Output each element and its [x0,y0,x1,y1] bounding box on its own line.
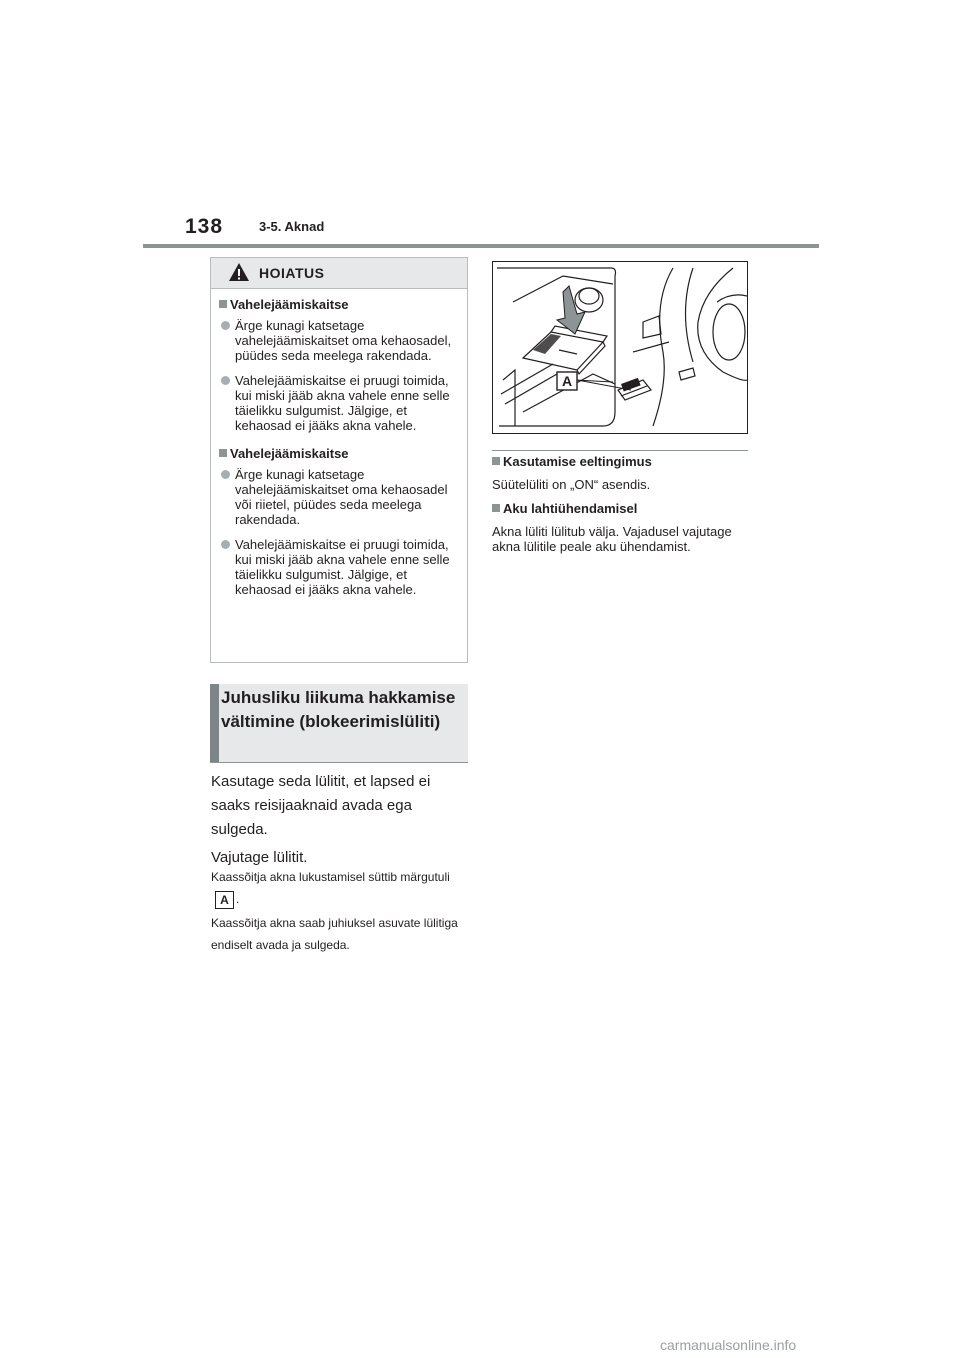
round-bullet-icon [221,376,230,385]
square-bullet-icon [492,504,500,512]
warning-group-heading: Vahelejäämiskaitse [219,446,459,461]
section-title: Juhusliku liikuma hakkamise vältimine (blokeerimislüliti) [221,688,456,731]
right-column [492,454,748,563]
round-bullet-icon [221,540,230,549]
callout-a-label: A [215,891,234,909]
note-indicator: Kaassõitja akna lukustamisel süttib märgutuliA . [211,870,450,907]
battery-text: Akna lüliti lülitub välja. Vajadusel vajutage akna lülitile peale aku ühendamist. [492,524,732,554]
round-bullet-icon [221,321,230,330]
warning-item: Ärge kunagi katsetage vahelejäämiskaitset oma kehaosadel või riietel, püüdes seda meelega rakendada. [219,467,459,527]
warning-title: HOIATUS [259,265,325,281]
square-bullet-icon [219,300,227,308]
square-bullet-icon [219,449,227,457]
section-body [211,770,467,870]
square-bullet-icon [492,457,500,465]
section-notes [211,866,471,958]
door-panel-drawing [493,262,747,433]
header-rule [143,244,819,248]
window-lock-switch-illustration [492,261,748,434]
round-bullet-icon [221,470,230,479]
condition-text: Süütelüliti on „ON“ asendis. [492,477,651,492]
warning-triangle-icon [228,262,250,282]
warning-header [211,258,467,289]
intro-paragraph: Kasutage seda lülitit, et lapsed ei saaks reisijaaknaid avada ega sulgeda. [211,773,431,838]
battery-heading: Aku lahtiühendamisel [492,501,748,516]
warning-item: Vahelejäämiskaitse ei pruugi toimida, kui miski jääb akna vahele enne selle täielikku sulgumist. Jälgige, et kehaosad ei jääks akna vahele. [219,537,459,597]
warning-item: Ärge kunagi katsetage vahelejäämiskaitset oma kehaosadel, püüdes seda meelega rakendada. [219,318,459,363]
warning-body [211,289,467,597]
page-number: 138 [185,215,224,238]
section-label: 3-5. Aknad [259,219,325,234]
instruction-paragraph: Vajutage lülitit. [211,849,308,866]
warning-item: Vahelejäämiskaitse ei pruugi toimida, kui miski jääb akna vahele enne selle täielikku sulgumist. Jälgige, et kehaosad ei jääks akna vahele. [219,373,459,433]
right-column-rule [492,450,748,451]
section-heading-bar [210,684,219,762]
watermark: carmanualsonline.info [660,1337,797,1353]
warning-box [210,257,468,663]
condition-heading: Kasutamise eeltingimus [492,454,748,469]
warning-group-heading: Vahelejäämiskaitse [219,297,459,312]
note-driver-switch: Kaassõitja akna saab juhiuksel asuvate lülitiga endiselt avada ja sulgeda. [211,916,458,952]
illustration-callout-a: A [561,373,573,389]
